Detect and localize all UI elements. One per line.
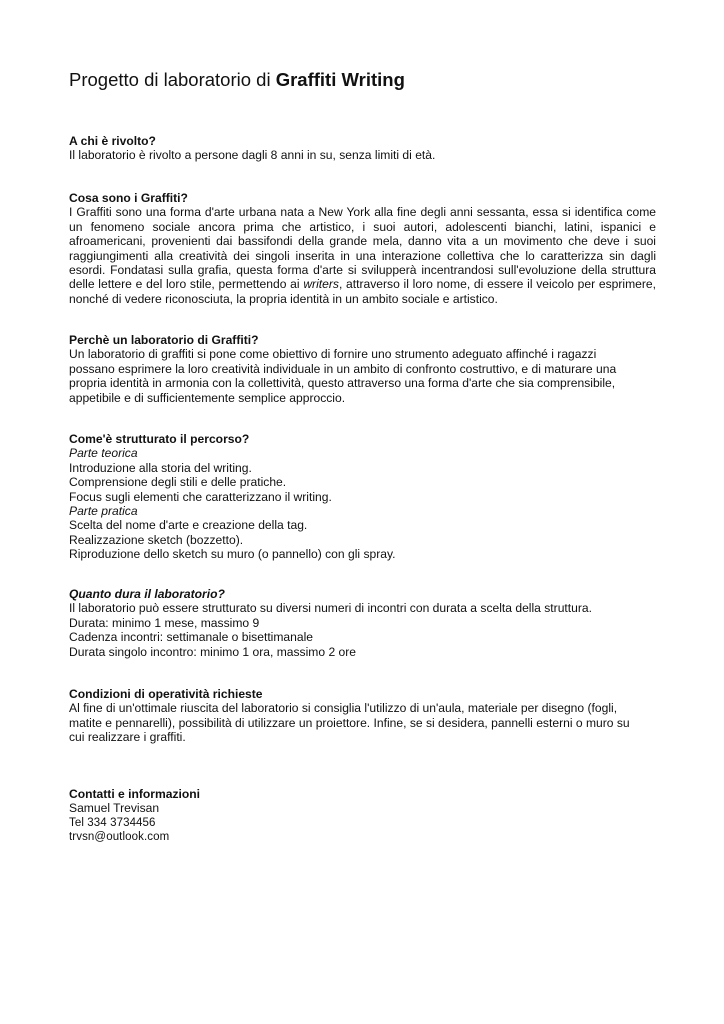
section-conditions	[69, 687, 656, 745]
body-text: , attraverso il loro nome, di essere il veicolo per esprimere, nonché di vedere riconosciuta, la propria identità in un ambito sociale e artistico.	[69, 277, 656, 306]
body-text: I Graffiti sono una forma d'arte urbana nata a New York alla fine degli anni sessanta, essa si identifica come un fenomeno sociale ancora prima che artistico, i suoi autori, adolescenti bianchi, latini, ispanici e afroamericani, provenienti dai bassifondi della grande mela, danno vita a un movimento che deve i suoi raggiungimenti alla creatività dei singoli inserita in una interazione collettiva che lo caratterizza sin dagli esordi. Fondatasi sulla grafia, questa forma d'arte si svilupperà incentrandosi sull'evoluzione della struttura delle lettere e del loro stile, permettendo ai	[69, 205, 656, 292]
body-line: Al fine di un'ottimale riuscita del laboratorio si consiglia l'utilizzo di un'aula, materiale per disegno (fogli,	[69, 701, 618, 716]
section-contacts	[69, 787, 656, 845]
section-heading: Condizioni di operatività richieste	[69, 687, 263, 701]
subheading-practice: Parte pratica	[69, 504, 138, 519]
section-body	[69, 205, 656, 306]
section-structure	[69, 432, 656, 562]
body-line: cui realizzare i graffiti.	[69, 730, 186, 745]
section-heading: Perchè un laboratorio di Graffiti?	[69, 333, 259, 347]
section-heading: Quanto dura il laboratorio?	[69, 587, 225, 601]
body-line: Un laboratorio di graffiti si pone come obiettivo di fornire uno strumento adeguato affinché i ragazzi	[69, 347, 597, 362]
title-prefix: Progetto di laboratorio di	[69, 69, 276, 90]
list-item: Focus sugli elementi che caratterizzano il writing.	[69, 489, 332, 504]
body-line: propria identità in armonia con la collettività, questo attraverso una forma d'arte che sia comprensibile,	[69, 376, 616, 391]
section-heading: A chi è rivolto?	[69, 134, 156, 148]
body-line: possano esprimere la loro creatività individuale in un ambito di confronto costruttivo, e di maturare una	[69, 361, 617, 376]
body-line: Il laboratorio può essere strutturato su diversi numeri di incontri con durata a scelta della struttura.	[69, 601, 592, 616]
section-heading: Contatti e informazioni	[69, 787, 201, 801]
list-item: Comprensione degli stili e delle pratiche.	[69, 475, 287, 490]
section-heading: Come'è strutturato il percorso?	[69, 432, 250, 446]
list-item: Introduzione alla storia del writing.	[69, 460, 252, 475]
body-italic: writers	[303, 277, 339, 292]
body-line: matite e pennarelli), possibilità di utilizzare un proiettore. Infine, se si desidera, pannelli esterni o muro su	[69, 715, 630, 730]
title-bold: Graffiti Writing	[275, 69, 405, 90]
contact-name: Samuel Trevisan	[69, 801, 160, 816]
document-title	[69, 69, 405, 91]
section-duration	[69, 587, 656, 659]
section-body: Il laboratorio è rivolto a persone dagli 8 anni in su, senza limiti di età.	[69, 148, 436, 163]
list-item: Riproduzione dello sketch su muro (o pannello) con gli spray.	[69, 547, 396, 562]
section-target	[69, 134, 656, 163]
section-why	[69, 333, 656, 405]
contact-email: trvsn@outlook.com	[69, 831, 170, 844]
body-line: Cadenza incontri: settimanale o bisettimanale	[69, 630, 314, 645]
list-item: Scelta del nome d'arte e creazione della tag.	[69, 518, 308, 533]
section-heading: Cosa sono i Graffiti?	[69, 191, 188, 205]
section-what	[69, 191, 656, 306]
contact-phone: Tel 334 3734456	[69, 816, 156, 829]
list-item: Realizzazione sketch (bozzetto).	[69, 532, 244, 547]
body-line: Durata singolo incontro: minimo 1 ora, massimo 2 ore	[69, 644, 357, 659]
body-line: Durata: minimo 1 mese, massimo 9	[69, 615, 260, 630]
subheading-theory: Parte teorica	[69, 446, 138, 461]
body-line: appetibile e di sufficientemente semplice approccio.	[69, 390, 346, 405]
